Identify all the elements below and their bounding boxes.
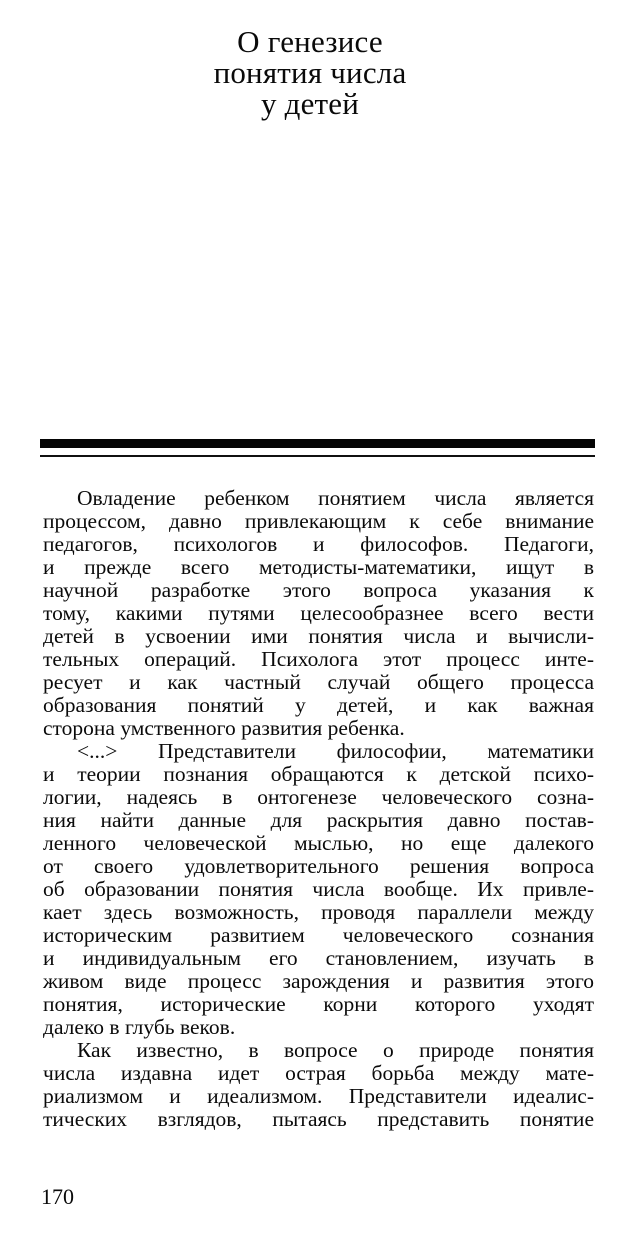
text-line: и теории познания обращаются к детской психо- [43, 762, 594, 786]
body-text [43, 487, 594, 1131]
text-line: далеко в глубь веков. [43, 1015, 236, 1039]
text-line: <...> Представители философии, математики [77, 739, 594, 763]
text-line: Овладение ребенком понятием числа является [77, 486, 594, 510]
chapter-title-line-2: понятия числа [213, 55, 407, 90]
chapter-title-line-1: О генезисе [237, 24, 383, 59]
thin-divider-rule [40, 455, 595, 457]
text-line: ленного человеческой мыслью, но еще далекого [43, 831, 594, 855]
text-line: образования понятий у детей, и как важная [43, 693, 594, 717]
text-line: детей в усвоении ими понятия числа и вычисли- [43, 624, 594, 648]
text-line: живом виде процесс зарождения и развития этого [43, 969, 594, 993]
text-line: кает здесь возможность, проводя параллели между [43, 900, 594, 924]
chapter-title-line-3: у детей [260, 86, 360, 121]
text-line: числа издавна идет острая борьба между мате- [43, 1061, 594, 1085]
text-line: Как известно, в вопросе о природе понятия [77, 1038, 594, 1062]
text-line: научной разработке этого вопроса указания к [43, 578, 594, 602]
text-line: ния найти данные для раскрытия давно постав- [43, 808, 594, 832]
thick-divider-rule [40, 439, 595, 448]
text-line: историческим развитием человеческого сознания [43, 923, 594, 947]
text-line: процессом, давно привлекающим к себе внимание [43, 509, 594, 533]
text-line: ресует и как частный случай общего процесса [43, 670, 594, 694]
text-line: тических взглядов, пытаясь представить понятие [43, 1107, 594, 1131]
chapter-title [140, 26, 480, 119]
text-line: тельных операций. Психолога этот процесс инте- [43, 647, 594, 671]
text-line: сторона умственного развития ребенка. [43, 716, 405, 740]
page-number: 170 [41, 1184, 74, 1209]
text-line: и прежде всего методисты-математики, ищут в [43, 555, 594, 579]
text-line: риализмом и идеализмом. Представители идеалис- [43, 1084, 594, 1108]
text-line: от своего удовлетворительного решения вопроса [43, 854, 594, 878]
text-line: и индивидуальным его становлением, изучать в [43, 946, 594, 970]
text-line: понятия, исторические корни которого уходят [43, 992, 594, 1016]
text-line: об образовании понятия числа вообще. Их привле- [43, 877, 594, 901]
text-line: тому, какими путями целесообразнее всего вести [43, 601, 594, 625]
text-line: логии, надеясь в онтогенезе человеческого созна- [43, 785, 594, 809]
text-line: педагогов, психологов и философов. Педагоги, [43, 532, 594, 556]
